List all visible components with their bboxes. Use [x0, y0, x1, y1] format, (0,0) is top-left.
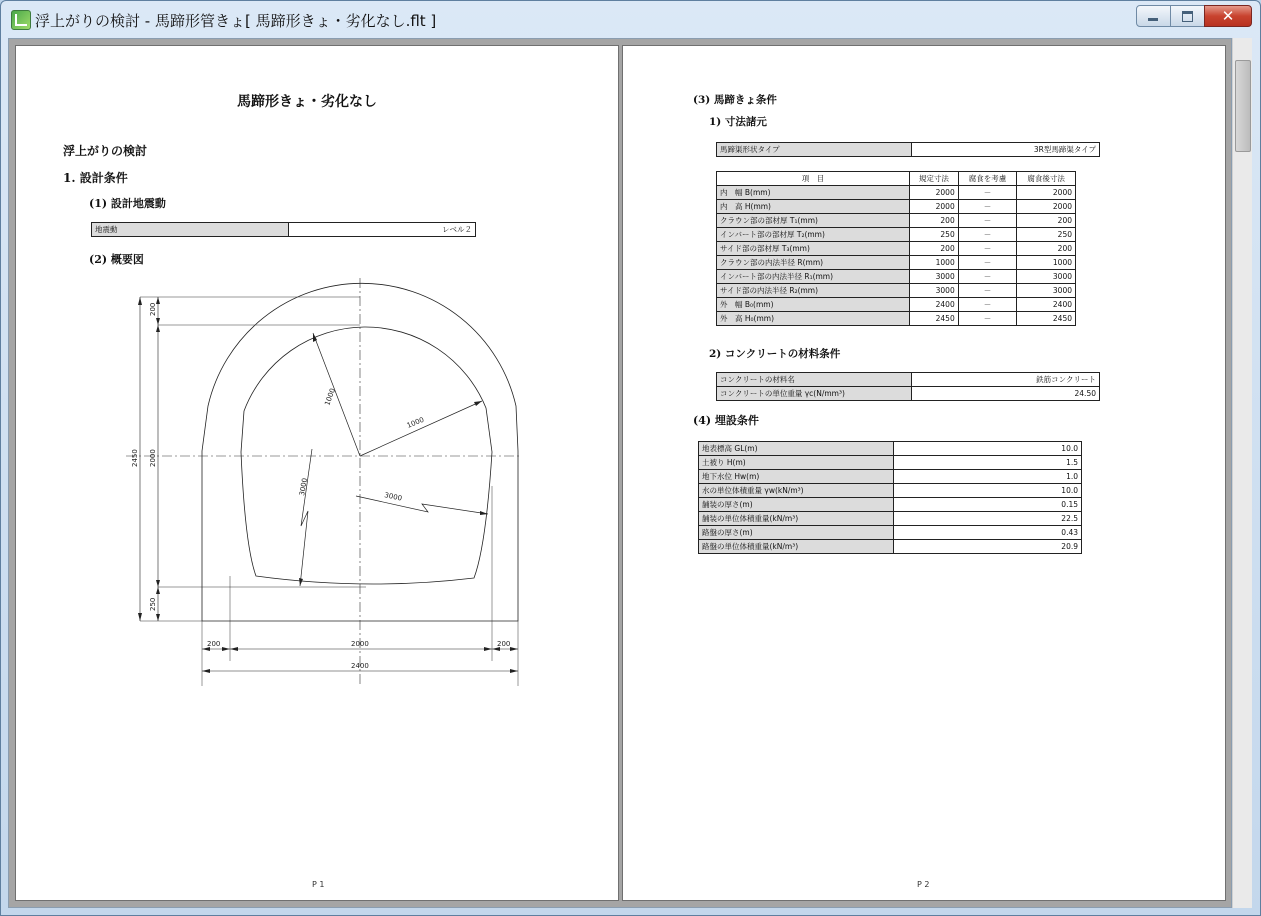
table-cell: －	[958, 270, 1017, 284]
table-cell: －	[958, 214, 1017, 228]
table-header-row	[717, 172, 1076, 186]
table-cell: 0.43	[894, 526, 1082, 540]
table-cell: －	[958, 256, 1017, 270]
table-row	[717, 200, 1076, 214]
table-cell: 地下水位 Hw(m)	[699, 470, 894, 484]
table-row	[717, 284, 1076, 298]
table-cell: 250	[1017, 228, 1076, 242]
table-cell: 1.0	[894, 470, 1082, 484]
minimize-button[interactable]	[1136, 5, 1171, 27]
page-number: P 1	[312, 880, 325, 889]
concrete-rows	[717, 373, 1100, 401]
burial-rows	[699, 442, 1082, 554]
sub-heading-concrete: 2) コンクリートの材料条件	[709, 348, 841, 360]
radius-crown-label: 1000	[323, 387, 337, 407]
concrete-table	[716, 372, 1100, 401]
doc-title: 馬蹄形きょ・劣化なし	[237, 94, 377, 110]
table-row	[699, 540, 1082, 554]
sub-heading-diagram: (2) 概要図	[89, 253, 144, 266]
table-cell: 22.5	[894, 512, 1082, 526]
table-cell: 3000	[1017, 284, 1076, 298]
table-row	[717, 242, 1076, 256]
table-row	[699, 512, 1082, 526]
col-header: 腐食後寸法	[1017, 172, 1076, 186]
dimensions-table	[716, 171, 1076, 326]
dim-2000-left: 2000	[149, 449, 157, 467]
table-cell: クラウン部の部材厚 T₁(mm)	[717, 214, 910, 228]
table-row	[699, 442, 1082, 456]
table-cell: 2450	[1017, 312, 1076, 326]
dim-2450: 2450	[131, 449, 139, 467]
dim-bottom-200b: 200	[497, 640, 511, 648]
table-cell: 3000	[910, 270, 959, 284]
table-cell: －	[958, 312, 1017, 326]
radius-side2-label: 3000	[383, 491, 403, 503]
radius-side-label: 3000	[298, 477, 310, 497]
col-header: 項 目	[717, 172, 910, 186]
table-cell: サイド部の内法半径 R₂(mm)	[717, 284, 910, 298]
table-cell: 10.0	[894, 484, 1082, 498]
horseshoe-diagram	[16, 46, 618, 746]
col-header: 腐食を考慮	[958, 172, 1017, 186]
dim-bottom-2000: 2000	[351, 640, 369, 648]
table-cell: 内 高 H(mm)	[717, 200, 910, 214]
app-icon	[11, 10, 31, 30]
caption-buttons	[1137, 5, 1252, 29]
table-cell: 2000	[910, 200, 959, 214]
minimize-icon	[1148, 18, 1158, 21]
close-button[interactable]: ✕	[1204, 5, 1252, 27]
table-cell: －	[958, 186, 1017, 200]
table-cell: 地表標高 GL(m)	[699, 442, 894, 456]
earthquake-label: 地震動	[92, 223, 289, 237]
earthquake-value: レベル２	[289, 223, 476, 237]
sub-heading-dimensions: 1) 寸法諸元	[709, 116, 767, 128]
table-row	[717, 256, 1076, 270]
table-cell: 2000	[910, 186, 959, 200]
table-row	[699, 484, 1082, 498]
table-cell: 舗装の厚さ(m)	[699, 498, 894, 512]
table-cell: －	[958, 200, 1017, 214]
table-cell: 2450	[910, 312, 959, 326]
table-row	[717, 143, 1100, 157]
maximize-button[interactable]	[1170, 5, 1205, 27]
shape-type-label: 馬蹄渠形状タイプ	[717, 143, 912, 157]
sub-heading-horseshoe: (3) 馬蹄きょ条件	[693, 94, 777, 106]
table-cell: 24.50	[912, 387, 1100, 401]
window-title: 浮上がりの検討 - 馬蹄形管きょ[ 馬蹄形きょ・劣化なし.flt ]	[35, 12, 437, 30]
title-bar[interactable]	[1, 1, 1260, 37]
dim-250: 250	[149, 597, 157, 611]
table-cell: 3000	[910, 284, 959, 298]
table-row	[717, 214, 1076, 228]
radius-crown2-line	[360, 401, 482, 456]
chapter-heading: 1. 設計条件	[63, 171, 128, 185]
table-row	[717, 270, 1076, 284]
preview-area[interactable]	[8, 38, 1232, 908]
table-cell: 20.9	[894, 540, 1082, 554]
shape-type-table	[716, 142, 1100, 157]
table-cell: 1.5	[894, 456, 1082, 470]
burial-table	[698, 441, 1082, 554]
dim-bottom-2400: 2400	[351, 662, 369, 670]
table-cell: 外 幅 B₀(mm)	[717, 298, 910, 312]
vertical-scrollbar[interactable]	[1232, 38, 1252, 908]
table-cell: 200	[910, 214, 959, 228]
dimensions-rows	[717, 186, 1076, 326]
table-row	[717, 228, 1076, 242]
table-cell: 鉄筋コンクリート	[912, 373, 1100, 387]
table-row	[699, 498, 1082, 512]
table-cell: 外 高 H₀(mm)	[717, 312, 910, 326]
radius-crown2-label: 1000	[405, 415, 426, 430]
table-cell: 3000	[1017, 270, 1076, 284]
shape-type-value: 3R型馬蹄渠タイプ	[912, 143, 1100, 157]
table-cell: 路盤の厚さ(m)	[699, 526, 894, 540]
sub-heading-design-earthquake: (1) 設計地震動	[89, 197, 166, 210]
page-number: P 2	[917, 880, 930, 889]
maximize-icon	[1182, 11, 1193, 22]
page-1	[15, 45, 619, 901]
table-cell: 200	[1017, 242, 1076, 256]
table-cell: 2400	[910, 298, 959, 312]
scrollbar-thumb[interactable]	[1235, 60, 1251, 152]
table-cell: 土被り H(m)	[699, 456, 894, 470]
table-row	[717, 186, 1076, 200]
table-cell: コンクリートの単位重量 γc(N/mm³)	[717, 387, 912, 401]
table-cell: 200	[910, 242, 959, 256]
table-cell: コンクリートの材料名	[717, 373, 912, 387]
inner-outline	[241, 327, 492, 584]
table-row	[699, 470, 1082, 484]
table-cell: 1000	[910, 256, 959, 270]
table-cell: －	[958, 228, 1017, 242]
dim-200-top: 200	[149, 302, 157, 316]
radius-side2-line	[356, 496, 488, 514]
table-cell: 0.15	[894, 498, 1082, 512]
table-row	[717, 373, 1100, 387]
table-cell: サイド部の部材厚 T₃(mm)	[717, 242, 910, 256]
table-cell: 内 幅 B(mm)	[717, 186, 910, 200]
table-cell: 10.0	[894, 442, 1082, 456]
table-row	[717, 298, 1076, 312]
table-cell: 250	[910, 228, 959, 242]
table-cell: インバート部の部材厚 T₂(mm)	[717, 228, 910, 242]
table-cell: －	[958, 298, 1017, 312]
table-cell: 舗装の単位体積重量(kN/m³)	[699, 512, 894, 526]
table-cell: 2000	[1017, 186, 1076, 200]
page-2	[622, 45, 1226, 901]
table-row	[699, 526, 1082, 540]
table-cell: －	[958, 242, 1017, 256]
table-cell: 2000	[1017, 200, 1076, 214]
radius-side-line	[300, 449, 312, 586]
table-row	[717, 312, 1076, 326]
table-cell: 路盤の単位体積重量(kN/m³)	[699, 540, 894, 554]
table-row	[699, 456, 1082, 470]
table-row	[717, 387, 1100, 401]
table-cell: －	[958, 284, 1017, 298]
table-cell: 2400	[1017, 298, 1076, 312]
table-cell: 1000	[1017, 256, 1076, 270]
radius-crown-line	[313, 333, 360, 456]
table-cell: 水の単位体積重量 γw(kN/m³)	[699, 484, 894, 498]
sub-heading-burial: (4) 埋設条件	[693, 414, 759, 427]
table-cell: インバート部の内法半径 R₁(mm)	[717, 270, 910, 284]
table-cell: クラウン部の内法半径 R(mm)	[717, 256, 910, 270]
table-cell: 200	[1017, 214, 1076, 228]
section-title: 浮上がりの検討	[63, 144, 148, 158]
dim-bottom-200a: 200	[207, 640, 221, 648]
col-header: 規定寸法	[910, 172, 959, 186]
